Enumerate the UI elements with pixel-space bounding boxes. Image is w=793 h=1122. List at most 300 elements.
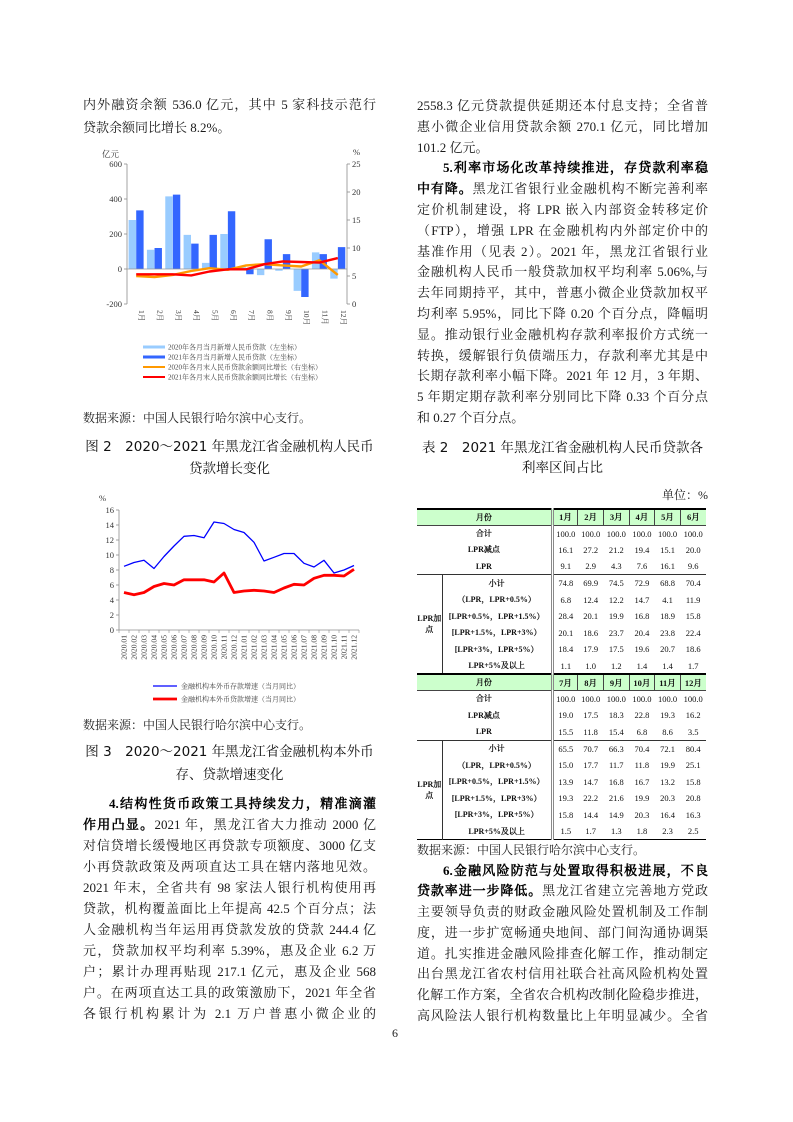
legend-label: 2021年各月当月新增人民币贷款（左坐标） xyxy=(168,353,301,362)
row-label: LPR+5%及以上 xyxy=(442,823,552,840)
table-row xyxy=(417,790,706,807)
chart-bar xyxy=(136,210,143,269)
table-cell: 66.3 xyxy=(603,740,629,757)
heading-text: 4.结构性货币政策工具持续发力，精准滴灌 xyxy=(109,795,376,811)
table-cell: 18.4 xyxy=(558,644,574,655)
figure-2-loan-growth-chart xyxy=(80,140,390,390)
row-label: 合计 xyxy=(417,525,552,542)
body-text: 和 0.27 个百分点。 xyxy=(417,409,525,425)
table-cell: 28.4 xyxy=(558,611,574,622)
body-text: 2021 年，黑龙江省大力推动 2000 亿 xyxy=(154,816,376,832)
table-cell: 100.0 xyxy=(632,528,652,539)
body-text: 惠小微企业信用贷款余额 270.1 亿元，同比增加 xyxy=(417,118,708,134)
y-axis-tick-label: 14 xyxy=(105,520,114,530)
table-cell: 23.7 xyxy=(608,627,624,638)
table-cell: 9.1 xyxy=(560,561,572,572)
chart-bar xyxy=(147,250,154,269)
table-row xyxy=(417,608,706,625)
text-line xyxy=(417,304,708,325)
right-axis-tick-label: 15 xyxy=(352,215,361,225)
table-cell: 13.9 xyxy=(558,776,574,787)
table-cell: 12.4 xyxy=(583,594,599,605)
month-header-cell: 12月 xyxy=(680,674,706,690)
body-text: 均利率 5.95%，同比下降 0.20 个百分点，降幅明 xyxy=(417,305,708,321)
caption-line: 贷款增长变化 xyxy=(189,461,270,477)
body-text: 2558.3 亿元贷款提供延期还本付息支持；全省普 xyxy=(417,98,708,113)
table-cell: 70.7 xyxy=(578,740,604,757)
table-cell: 16.3 xyxy=(685,809,701,820)
table-cell: 15.8 xyxy=(685,611,701,622)
body-text: 对信贷增长缓慢地区再贷款专项额度、3000 亿支 xyxy=(83,837,376,853)
category-label: 2020.11 xyxy=(219,635,229,660)
table-cell: 16.4 xyxy=(660,809,675,820)
row-label: LPR xyxy=(417,724,552,741)
table-cell: 19.0 xyxy=(558,710,574,721)
row-label: LPR减点 xyxy=(417,542,552,559)
table-row xyxy=(417,807,706,824)
category-label: 2021.04 xyxy=(269,635,279,660)
category-label: 2020.03 xyxy=(139,635,149,660)
table-cell: 1.3 xyxy=(610,826,622,837)
y-axis-tick-label: 2 xyxy=(109,610,114,620)
text-line xyxy=(417,283,708,304)
month-header-cell: 1月 xyxy=(552,509,578,525)
table-cell: 100.0 xyxy=(606,528,626,539)
y-axis-tick-label: 8 xyxy=(109,565,114,575)
left-axis-tick-label: 0 xyxy=(117,264,122,274)
table-cell: 20.4 xyxy=(634,627,650,638)
y-axis-tick-label: 16 xyxy=(105,505,114,515)
month-header-cell: 7月 xyxy=(552,674,578,690)
body-text: 贷款余额同比增长 8.2%。 xyxy=(83,120,231,135)
category-label: 2021.05 xyxy=(279,635,289,660)
table-cell: 100.0 xyxy=(606,693,626,704)
table-cell: 1.8 xyxy=(636,826,648,837)
heading-text: 5.利率市场化改革持续推进，存贷款利率稳 xyxy=(443,160,708,176)
table-cell: 6.8 xyxy=(560,594,572,605)
table-cell: 21.2 xyxy=(608,544,624,555)
table-cell: 16.1 xyxy=(558,544,574,555)
text-line xyxy=(417,96,708,117)
table-row xyxy=(417,823,706,840)
month-header-cell: 5月 xyxy=(655,509,681,525)
table-cell: 22.8 xyxy=(634,710,650,721)
text-line xyxy=(83,919,376,940)
table-cell: 12.2 xyxy=(608,594,624,605)
table-cell: 20.3 xyxy=(660,793,675,804)
caption-line: 利率区间占比 xyxy=(522,460,603,476)
table-cell: 15.0 xyxy=(558,760,574,771)
category-label: 2020.12 xyxy=(229,635,239,660)
category-label: 2020.01 xyxy=(119,635,129,660)
table-cell: 1.5 xyxy=(560,826,572,837)
body-text: 内外融资余额 536.0 亿元，其中 5 家科技示范行 xyxy=(83,97,376,112)
table-cell: 1.4 xyxy=(636,660,648,671)
body-text: 定价机制建设，将 LPR 嵌入内部资金转移定价 xyxy=(417,201,708,217)
category-label: 5月 xyxy=(210,310,220,322)
text-line xyxy=(83,116,376,139)
table-cell: 27.2 xyxy=(583,544,599,555)
section-6-paragraph xyxy=(417,861,708,1027)
table-cell: 17.9 xyxy=(583,644,599,655)
row-label: [LPR+3%，LPR+5%） xyxy=(442,807,552,824)
figure-3-deposit-loan-growth-chart xyxy=(80,485,390,710)
text-line xyxy=(83,898,376,919)
body-text: 基准作用（见表 2）。2021 年，黑龙江省银行业 xyxy=(417,243,708,259)
table-cell: 65.5 xyxy=(552,740,578,757)
row-label: [LPR+0.5%，LPR+1.5%） xyxy=(442,608,552,625)
category-label: 2021.09 xyxy=(319,635,329,660)
right-axis-tick-label: 0 xyxy=(352,299,357,309)
table-row xyxy=(417,757,706,774)
row-label: [LPR+0.5%，LPR+1.5%） xyxy=(442,773,552,790)
text-line xyxy=(83,982,376,1003)
chart-bar xyxy=(165,196,172,269)
table-cell: 69.9 xyxy=(578,575,604,592)
category-label: 2020.10 xyxy=(209,635,219,660)
table-cell: 13.2 xyxy=(660,776,675,787)
category-label: 2020.08 xyxy=(189,635,199,660)
chart-bar xyxy=(294,269,301,291)
text-line xyxy=(417,366,708,387)
body-text: 贷款，机构覆盖面比上年提高 42.5 个百分点；法 xyxy=(83,900,376,916)
table-cell: 1.7 xyxy=(585,826,596,837)
group-label-lpr-plus: LPR加点 xyxy=(417,740,442,840)
table-cell: 100.0 xyxy=(581,693,601,704)
month-header-label: 月份 xyxy=(417,674,552,690)
chart-bar xyxy=(129,220,136,269)
chart-bar xyxy=(173,195,180,269)
category-label: 2021.11 xyxy=(339,635,349,660)
text-line xyxy=(417,117,708,138)
right-axis-tick-label: 10 xyxy=(352,243,361,253)
legend-label: 金融机构本外币存款增速（当月同比） xyxy=(181,682,300,691)
table-body xyxy=(417,509,706,840)
chart-bar xyxy=(210,235,217,269)
intro-paragraph xyxy=(83,93,376,139)
table-cell: 20.0 xyxy=(685,544,701,555)
table-cell: 72.9 xyxy=(629,575,655,592)
text-line xyxy=(83,835,376,856)
rate-distribution-table xyxy=(417,508,706,840)
table-cell: 19.9 xyxy=(634,793,650,804)
table-cell: 19.4 xyxy=(634,544,650,555)
category-label: 2020.06 xyxy=(169,635,179,660)
table-row xyxy=(417,641,706,658)
body-text: 转换，缓解银行负债端压力，存款利率尤其是中 xyxy=(417,347,708,363)
text-line xyxy=(83,877,376,898)
table-unit-label: 单位：% xyxy=(662,488,708,502)
table-cell: 80.4 xyxy=(680,740,706,757)
table-cell: 70.4 xyxy=(680,575,706,592)
table-cell: 100.0 xyxy=(632,693,652,704)
row-label: LPR+5%及以上 xyxy=(442,658,552,675)
table-row xyxy=(417,707,706,724)
table-2-caption xyxy=(417,438,708,478)
text-line xyxy=(83,856,376,877)
body-text: （FTP），增强 LPR 在金融机构内外部定价中的 xyxy=(417,222,708,238)
category-label: 7月 xyxy=(247,310,257,322)
caption-line: 图 2 2020～2021 年黑龙江省金融机构人民币 xyxy=(85,439,374,455)
table-cell: 19.6 xyxy=(634,644,650,655)
chart-line xyxy=(124,522,354,573)
body-text: 黑龙江省银行业金融机构不断完善利率 xyxy=(472,181,708,197)
text-line xyxy=(83,93,376,116)
row-label: 合计 xyxy=(417,690,552,707)
table-cell: 15.8 xyxy=(685,776,701,787)
table-cell: 2.5 xyxy=(687,826,699,837)
table-row xyxy=(417,558,706,575)
text-line xyxy=(417,408,708,429)
text-line xyxy=(417,1006,708,1027)
row-label: [LPR+1.5%，LPR+3%） xyxy=(442,790,552,807)
body-text: 5 年期定期存款利率分别同比下降 0.33 个百分点 xyxy=(417,389,708,405)
y-axis-tick-label: 10 xyxy=(105,550,114,560)
chart-bar xyxy=(184,235,191,269)
table-row xyxy=(417,542,706,559)
y-axis-tick-label: 0 xyxy=(109,625,114,635)
table-cell: 72.1 xyxy=(655,740,681,757)
category-label: 2021.02 xyxy=(249,635,259,660)
category-label: 2020.09 xyxy=(199,635,209,660)
category-label: 10月 xyxy=(302,310,312,326)
chart-bar xyxy=(338,247,345,269)
table-cell: 100.0 xyxy=(683,528,703,539)
chart-bar xyxy=(301,269,308,297)
month-header-cell: 2月 xyxy=(578,509,604,525)
table-cell: 23.8 xyxy=(660,627,675,638)
table-cell: 19.3 xyxy=(558,793,574,804)
chart-bar xyxy=(220,234,227,269)
row-label: LPR减点 xyxy=(417,707,552,724)
table-cell: 100.0 xyxy=(556,693,576,704)
heading-text: 6.金融风险防范与处置取得积极进展，不良 xyxy=(443,862,708,878)
row-label: [LPR+1.5%，LPR+3%） xyxy=(442,625,552,642)
figure-3-data-source: 数据来源：中国人民银行哈尔滨中心支行。 xyxy=(83,718,312,732)
table-cell: 100.0 xyxy=(657,528,678,539)
table-cell: 18.3 xyxy=(608,710,624,721)
text-line xyxy=(417,325,708,346)
text-line xyxy=(417,923,708,944)
month-header-cell: 4月 xyxy=(629,509,655,525)
table-cell: 100.0 xyxy=(683,693,703,704)
row-label: LPR xyxy=(417,558,552,575)
category-label: 6月 xyxy=(228,310,238,322)
month-header-cell: 6月 xyxy=(680,509,706,525)
text-line xyxy=(417,262,708,283)
text-line xyxy=(417,861,708,882)
text-line xyxy=(83,793,376,814)
category-label: 2021.01 xyxy=(239,635,249,660)
body-text: 各银行机构累计为 2.1 万户普惠小微企业的 xyxy=(83,1005,376,1021)
right-axis-tick-label: 25 xyxy=(352,159,361,169)
table-cell: 11.8 xyxy=(634,760,650,771)
chart-line xyxy=(124,569,354,595)
table-cell: 18.6 xyxy=(685,644,701,655)
table-cell: 17.7 xyxy=(583,760,599,771)
text-line xyxy=(417,964,708,985)
text-line xyxy=(417,944,708,965)
section-5-paragraph xyxy=(417,96,708,429)
body-text: 长期存款利率小幅下降。2021 年 12 月，3 年期、 xyxy=(417,368,708,384)
body-text: 金融机构人民币一般贷款加权平均利率 5.06%,与 xyxy=(417,264,708,280)
category-label: 9月 xyxy=(283,310,293,322)
text-line xyxy=(417,881,708,902)
text-line xyxy=(417,242,708,263)
group-label-lpr-plus: LPR加点 xyxy=(417,575,442,675)
body-text: 主要领导负责的财政金融风险处置机制及工作制 xyxy=(417,904,708,920)
category-label: 2021.12 xyxy=(349,635,359,660)
row-label: 小计 xyxy=(442,575,552,592)
table-cell: 25.1 xyxy=(685,760,701,771)
caption-line: 存、贷款增速变化 xyxy=(175,767,284,783)
category-label: 1月 xyxy=(137,310,147,322)
body-text: 道。扎实推进金融风险排查化解工作，推动制定 xyxy=(417,945,708,961)
table-row xyxy=(417,740,706,757)
caption-line: 表 2 2021 年黑龙江省金融机构人民币贷款各 xyxy=(421,440,704,456)
table-cell: 7.6 xyxy=(636,561,648,572)
figure-2-data-source: 数据来源：中国人民银行哈尔滨中心支行。 xyxy=(83,411,312,425)
y-axis-tick-label: 4 xyxy=(109,595,114,605)
text-line xyxy=(417,200,708,221)
text-line xyxy=(83,961,376,982)
table-cell: 16.2 xyxy=(685,710,701,721)
table-cell: 16.1 xyxy=(660,561,675,572)
left-axis-tick-label: 200 xyxy=(109,229,122,239)
y-axis-unit-label: % xyxy=(99,493,107,503)
category-label: 3月 xyxy=(173,310,183,322)
table-cell: 74.5 xyxy=(603,575,629,592)
table-cell: 20.1 xyxy=(558,627,574,638)
table-row xyxy=(417,773,706,790)
category-label: 12月 xyxy=(338,310,348,326)
table-cell: 3.5 xyxy=(687,726,699,737)
category-label: 2020.07 xyxy=(179,635,189,660)
table-cell: 15.4 xyxy=(608,726,624,737)
text-line xyxy=(417,179,708,200)
right-axis-tick-label: 5 xyxy=(352,271,357,281)
table-cell: 22.4 xyxy=(685,627,701,638)
category-label: 2月 xyxy=(155,310,165,322)
table-cell: 17.5 xyxy=(583,710,599,721)
left-axis-tick-label: 600 xyxy=(109,159,122,169)
table-cell: 8.6 xyxy=(662,726,673,737)
table-cell: 15.8 xyxy=(558,809,574,820)
table-cell: 1.1 xyxy=(560,660,572,671)
table-row xyxy=(417,724,706,741)
table-row xyxy=(417,658,706,675)
text-line xyxy=(417,387,708,408)
body-text: 显。推动银行业金融机构存款利率报价方式统一 xyxy=(417,326,708,342)
right-axis-tick-label: 20 xyxy=(352,187,361,197)
table-cell: 18.6 xyxy=(583,627,599,638)
category-label: 2020.04 xyxy=(149,635,159,660)
table-cell: 68.8 xyxy=(655,575,681,592)
table-cell: 100.0 xyxy=(581,528,601,539)
y-axis-tick-label: 12 xyxy=(105,535,114,545)
category-label: 2020.05 xyxy=(159,635,169,660)
table-cell: 20.1 xyxy=(583,611,599,622)
table-cell: 15.1 xyxy=(660,544,675,555)
text-line xyxy=(417,902,708,923)
table-row xyxy=(417,591,706,608)
chart-bar xyxy=(257,269,264,275)
table-cell: 21.6 xyxy=(608,793,624,804)
body-text: 黑龙江省建立完善地方党政 xyxy=(542,883,708,899)
table-cell: 1.0 xyxy=(585,660,596,671)
table-cell: 15.5 xyxy=(558,726,574,737)
category-label: 4月 xyxy=(192,310,202,322)
body-text: 小再贷款政策及两项直达工具在辖内落地见效。 xyxy=(83,858,376,874)
row-label: （LPR，LPR+0.5%） xyxy=(442,591,552,608)
legend-label: 2020年各月末人民币贷款余额同比增长（右坐标） xyxy=(168,363,322,372)
category-label: 11月 xyxy=(320,310,330,325)
table-cell: 19.9 xyxy=(660,760,675,771)
table-cell: 1.4 xyxy=(662,660,673,671)
table-cell: 4.3 xyxy=(610,561,622,572)
table-cell: 4.1 xyxy=(662,594,673,605)
table-cell: 14.7 xyxy=(583,776,599,787)
table-cell: 2.9 xyxy=(585,561,596,572)
table-cell: 1.2 xyxy=(610,660,622,671)
category-label: 2021.03 xyxy=(259,635,269,660)
body-text: 101.2 亿元。 xyxy=(417,139,489,155)
text-line xyxy=(83,814,376,835)
section-4-paragraph xyxy=(83,793,376,1024)
month-header-cell: 11月 xyxy=(655,674,681,690)
heading-text: 中有降。 xyxy=(417,181,473,197)
category-label: 2021.06 xyxy=(289,635,299,660)
row-label: [LPR+3%，LPR+5%） xyxy=(442,641,552,658)
text-line xyxy=(83,1003,376,1024)
text-line xyxy=(417,138,708,159)
table-cell: 14.4 xyxy=(583,809,599,820)
month-header-cell: 10月 xyxy=(629,674,655,690)
left-axis-tick-label: 400 xyxy=(109,194,122,204)
table-header-row xyxy=(417,674,706,690)
body-text: 化解工作方案，全省农合机构改制化险稳步推进， xyxy=(417,987,708,1003)
body-text: 高风险法人银行机构数量比上年明显减少。全省 xyxy=(417,1008,708,1024)
month-header-cell: 8月 xyxy=(578,674,604,690)
body-text: 出台黑龙江省农村信用社联合社高风险机构处置 xyxy=(417,966,708,982)
table-cell: 6.8 xyxy=(636,726,648,737)
category-label: 2021.08 xyxy=(309,635,319,660)
body-text: 去年同期持平，其中，普惠小微企业贷款加权平 xyxy=(417,285,708,301)
figure-2-caption xyxy=(83,436,376,480)
table-row xyxy=(417,525,706,542)
table-cell: 70.4 xyxy=(629,740,655,757)
category-label: 8月 xyxy=(265,310,275,322)
right-axis-unit-label: % xyxy=(353,147,361,157)
category-label: 2020.02 xyxy=(129,635,139,660)
month-header-cell: 9月 xyxy=(603,674,629,690)
table-cell: 11.7 xyxy=(608,760,624,771)
legend-label: 2020年各月当月新增人民币贷款（左坐标） xyxy=(168,343,301,352)
table-cell: 16.8 xyxy=(634,611,650,622)
body-text: 度，进一步扩宽畅通央地间、部门间沟通协调渠 xyxy=(417,924,708,940)
body-text: 2021 年末，全省共有 98 家法人银行机构使用再 xyxy=(83,879,376,895)
table-cell: 19.3 xyxy=(660,710,675,721)
text-line xyxy=(417,221,708,242)
chart-bar xyxy=(191,244,198,269)
left-axis-unit-label: 亿元 xyxy=(102,149,120,159)
body-text: 人金融机构当年运用再贷款发放的贷款 244.4 亿 xyxy=(83,921,376,937)
body-text: 户。在两项直达工具的政策激励下，2021 年全省 xyxy=(83,984,376,1000)
table-cell: 20.3 xyxy=(634,809,650,820)
month-header-label: 月份 xyxy=(417,509,552,525)
table-cell: 22.2 xyxy=(583,793,599,804)
table-2-data-source: 数据来源：中国人民银行哈尔滨中心支行。 xyxy=(417,843,646,857)
